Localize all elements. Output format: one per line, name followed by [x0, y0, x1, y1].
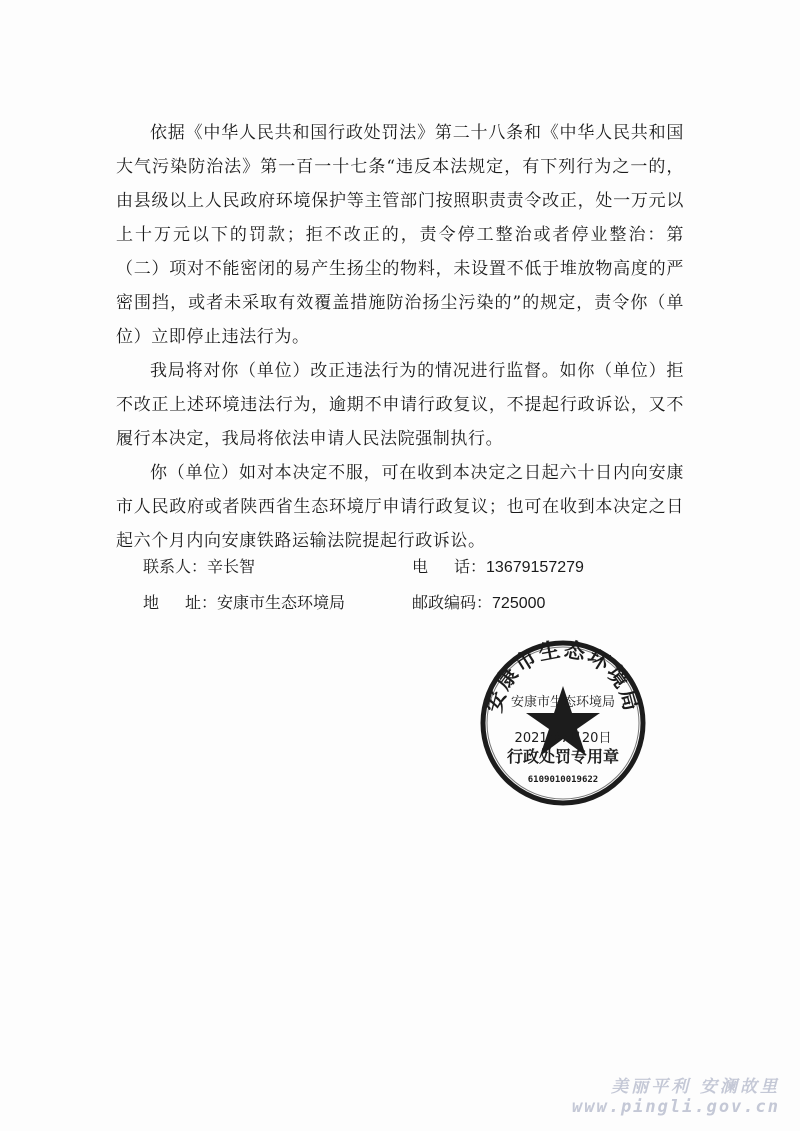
decision-body: [116, 116, 684, 558]
seal-outer-text: 安康市生态环境局: [480, 638, 646, 715]
phone-label-a: 电: [412, 557, 455, 576]
watermark-url: www.pingli.gov.cn: [572, 1097, 780, 1117]
site-watermark: [572, 1072, 780, 1117]
paragraph-supervision: 我局将对你（单位）改正违法行为的情况进行监督。如你（单位）拒不改正上述环境违法行为，逾期不申请行政复议，不提起行政诉讼，又不履行本决定，我局将依法申请人民法院强制执行。: [116, 361, 684, 449]
contact-person-label: 联系人：: [143, 557, 208, 576]
contact-person: [143, 557, 255, 577]
paragraph-legal-basis: 依据《中华人民共和国行政处罚法》第二十八条和《中华人民共和国大气污染防治法》第一百一十七条“违反本法规定，有下列行为之一的，由县级以上人民政府环境保护等主管部门按照职责责令改正，处一万元以上十万元以下的罚款；拒不改正的，责令停工整治或者停业整治：第（二）项对不能密闭的易产生扬尘的物料，未设置不低于堆放物高度的严密围挡，或者未采取有效覆盖措施防治扬尘污染的”的规定，责令你（单位）立即停止违法行为。: [116, 123, 684, 347]
official-seal: [478, 638, 648, 808]
address-value: 安康市生态环境局: [217, 593, 346, 612]
contact-postal-code: [412, 593, 545, 614]
seal-date: 2021年7月20日: [514, 731, 612, 746]
postal-label: 邮政编码：: [412, 593, 493, 612]
seal-serial: 6109010019622: [527, 775, 599, 785]
paragraph-appeal-rights: 你（单位）如对本决定不服，可在收到本决定之日起六十日内向安康市人民政府或者陕西省生态环境厅申请行政复议；也可在收到本决定之日起六个月内向安康铁路运输法院提起行政诉讼。: [116, 463, 684, 551]
postal-value: 725000: [492, 595, 546, 612]
address-label-a: 地: [143, 593, 186, 612]
watermark-title: 美丽平利 安澜故里: [611, 1077, 780, 1097]
seal-purpose: 行政处罚专用章: [506, 747, 620, 766]
phone-value: 13679157279: [486, 559, 584, 576]
contact-phone: [412, 557, 584, 578]
seal-inner-text: 安康市生态环境局: [510, 695, 616, 710]
contact-address: [143, 593, 345, 613]
phone-label-b: 话：: [454, 557, 487, 576]
contact-person-value: 辛长智: [207, 557, 256, 576]
address-label-b: 址：: [185, 593, 218, 612]
